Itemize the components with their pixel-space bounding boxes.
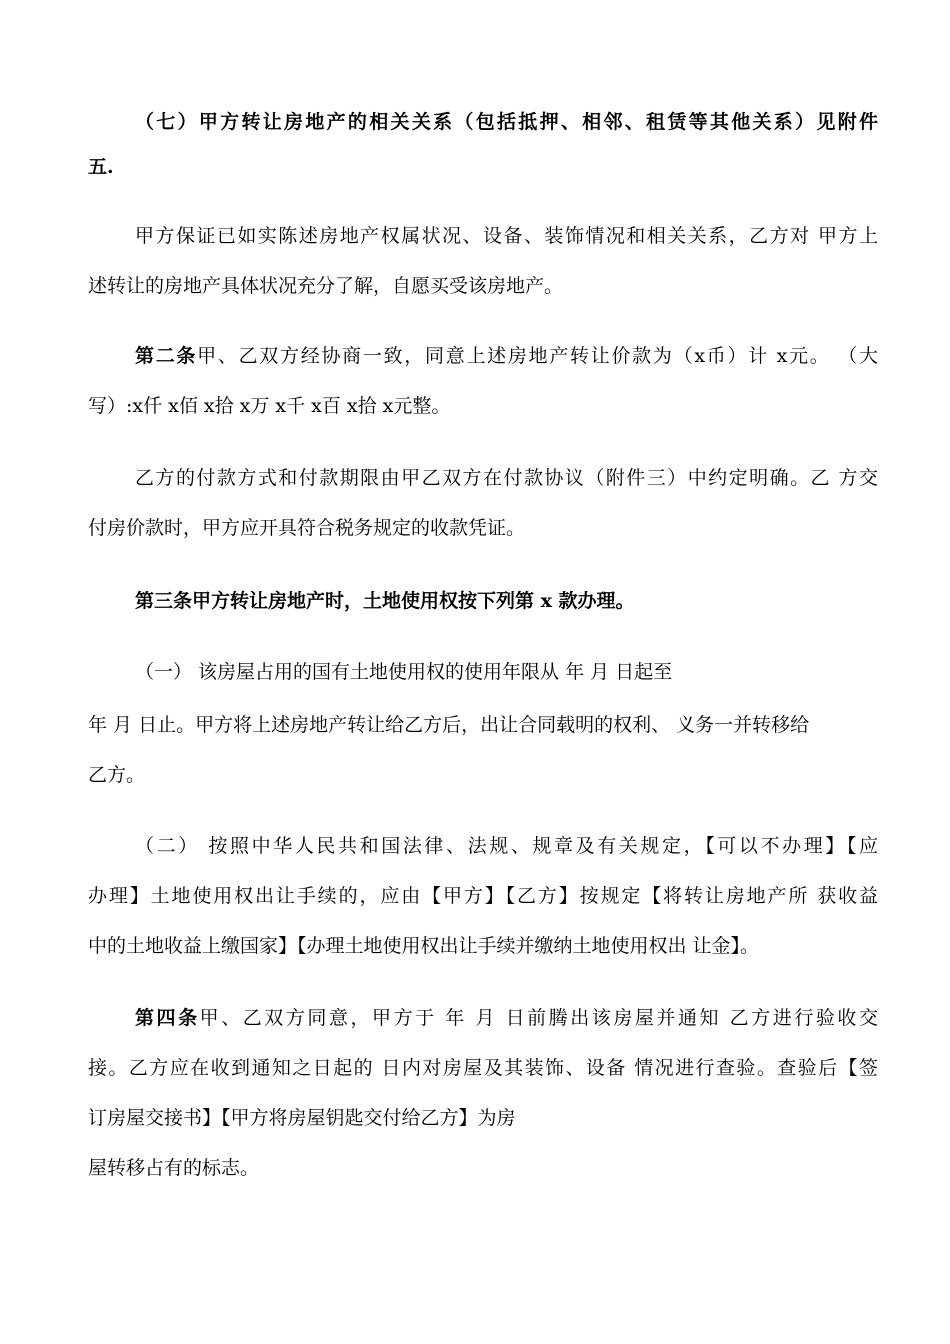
article-4-line-4: 屋转移占有的标志。 xyxy=(88,1157,260,1179)
article-2-line-1 xyxy=(135,343,878,369)
article-3-heading: 第三条甲方转让房地产时，土地使用权按下列第 x 款办理。 xyxy=(135,590,635,612)
item-1-line-2: 年 月 日止。甲方将上述房地产转让给乙方后，出让合同载明的权利、 义务一并转移给 xyxy=(88,714,810,736)
payment-line-2: 付房价款时，甲方应开具符合税务规定的收款凭证。 xyxy=(88,517,526,539)
guarantee-line-2: 述转让的房地产具体状况充分了解，自愿买受该房地产。 xyxy=(88,275,564,297)
article-4-line-3: 订房屋交接书】【甲方将房屋钥匙交付给乙方】为房 xyxy=(88,1107,516,1129)
item-2-line-3: 中的土地收益上缴国家】【办理土地使用权出让手续并缴纳土地使用权出 让金】。 xyxy=(88,935,760,957)
guarantee-line-1: 甲方保证已如实陈述房地产权属状况、设备、装饰情况和相关关系，乙方对 甲方上 xyxy=(135,225,878,247)
clause-7-line-2: 五. xyxy=(88,156,114,178)
article-2-label: 第二条 xyxy=(135,345,198,367)
item-2-line-1: （二） 按照中华人民共和国法律、法规、规章及有关规定，【可以不办理】【应 xyxy=(135,835,878,857)
payment-line-1: 乙方的付款方式和付款期限由甲乙双方在付款协议（附件三）中约定明确。乙 方交 xyxy=(135,467,878,489)
article-2-line-2: 写）:x仟 x佰 x拾 x万 x千 x百 x拾 x元整。 xyxy=(88,395,451,417)
clause-7-line-1: （七）甲方转让房地产的相关关系（包括抵押、相邻、租赁等其他关系）见附件 xyxy=(135,111,878,133)
item-1-line-3: 乙方。 xyxy=(88,764,146,786)
item-1-line-1: （一） 该房屋占用的国有土地使用权的使用年限从 年 月 日起至 xyxy=(135,661,673,683)
item-2-line-2: 办理】土地使用权出让手续的，应由【甲方】【乙方】按规定【将转让房地产所 获收益 xyxy=(88,885,878,907)
article-4-label: 第四条 xyxy=(135,1007,200,1029)
article-2-text: 甲、乙双方经协商一致，同意上述房地产转让价款为（x币）计 x元。 （大 xyxy=(197,345,878,367)
article-4-line-2: 接。乙方应在收到通知之日起的 日内对房屋及其装饰、设备 情况进行查验。查验后【签 xyxy=(88,1057,878,1079)
article-4-text: 甲、乙双方同意，甲方于 年 月 日前腾出该房屋并通知 乙方进行验收交 xyxy=(199,1007,878,1029)
article-4-line-1 xyxy=(135,1005,878,1031)
